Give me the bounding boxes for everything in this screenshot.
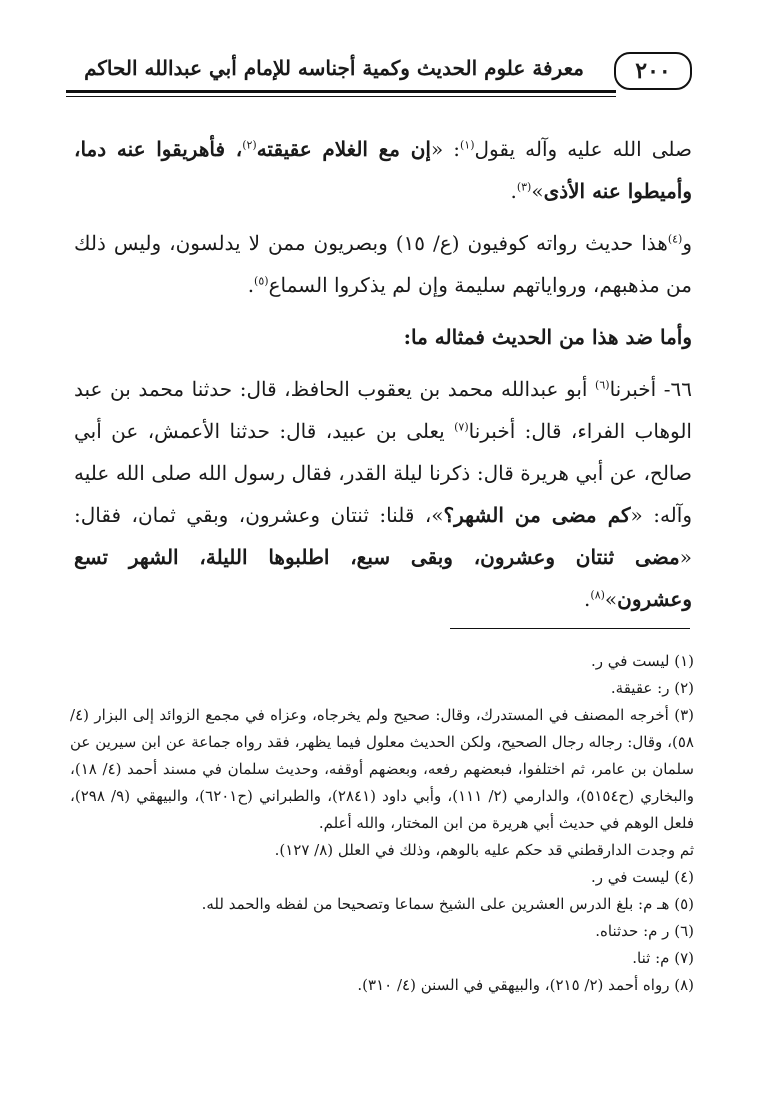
footnote-text: هـ م: بلغ الدرس العشرين على الشيخ سماعا وتصحيحا من لفظه والحمد لله. [201,895,670,913]
footnote-text: م: ثنا. [632,949,670,967]
text-run: أبو عبدالله محمد بن يعقوب الحافظ، قال: حدثنا محمد بن عبد الوهاب الفراء، قال: أخبرنا [74,377,692,443]
footnote-ref: (٧) [454,420,469,434]
text-run: صلى الله عليه وآله يقول [474,137,692,161]
text-run: . [510,179,517,203]
main-text [74,128,692,620]
footnote-ref: (٤) [667,232,683,246]
section-heading: وأما ضد هذا من الحديث فمثاله ما: [403,325,692,349]
footnote-number: (٦) [674,922,694,940]
footnote-number: (٢) [674,679,694,697]
footnote-ref: (١) [460,138,475,152]
footnote-text: ليست في ر. [591,868,670,886]
header-rule-thin [66,96,616,97]
footnote-ref: (٥) [254,274,269,288]
hadith-text-bold: مضى ثنتان وعشرون، وبقى سبع، اطلبوها الليلة، الشهر تسع وعشرون [74,545,692,611]
footnote-ref: (٨) [590,588,605,602]
footnote-5 [70,891,694,918]
paragraph-hadith-aqiqa [74,128,692,212]
footnote-number: (٣) [674,706,694,724]
footnote-3 [70,702,694,837]
footnote-6 [70,918,694,945]
footnote-number: (١) [674,652,694,670]
footnote-number: (٨) [674,976,694,994]
paragraph-hadith-66 [74,368,692,620]
text-run: هذا حديث رواته كوفيون (ع/ ١٥) وبصريون ممن لا يدلسون، وليس ذلك من مذهبهم، ورواياتهم سليمة وإن لم يذكروا السماع [74,231,692,297]
footnote-number: (٧) [674,949,694,967]
footnote-separator [450,628,690,629]
hadith-text-bold: إن مع الغلام عقيقته [256,137,431,161]
text-run: . [247,273,255,297]
footnote-number: (٤) [674,868,694,886]
footnotes [70,648,694,999]
page-number-badge [614,52,692,90]
footnote-8 [70,972,694,999]
paragraph-commentary [74,222,692,306]
text-run: » [531,179,544,203]
footnote-text: رواه أحمد (٢/ ٢١٥)، والبيهقي في السنن (٤/ ٣١٠). [357,976,670,994]
footnote-4 [70,864,694,891]
footnote-text: ليست في ر. [591,652,670,670]
footnote-ref: (٣) [516,180,532,194]
hadith-text-bold: كم مضى من الشهر؟ [443,503,631,527]
text-run: و [682,231,692,255]
footnote-text: ر: عقيقة. [610,679,670,697]
text-run: »، قلنا: ثنتان وعشرون، وبقي ثمان، فقال: « [74,503,692,569]
footnote-ref: (٢) [242,138,257,152]
footnote-ref: (٦) [595,378,610,392]
text-run: . [584,587,591,611]
header-rule-thick [66,90,616,93]
running-title: معرفة علوم الحديث وكمية أجناسه للإمام أبي عبدالله الحاكم [84,56,584,80]
footnote-number: (٥) [674,895,694,913]
footnote-text: ر م: حدثناه. [595,922,670,940]
page-header [66,52,692,102]
hadith-text-bold: ، فأهريقوا عنه دما، وأميطوا عنه الأذى [74,137,692,203]
footnote-3-continued: ثم وجدت الدارقطني قد حكم عليه بالوهم، وذلك في العلل (٨/ ١٢٧). [274,841,694,859]
text-run: » [604,587,618,611]
footnote-text: أخرجه المصنف في المستدرك، وقال: صحيح ولم يخرجاه، وعزاه في مجمع الزوائد إلى البزار (٤/ ٥٨)، وقال: رجاله رجال الصحيح، ولكن الحديث معلول فيما يظهر، فقد رواه جماعة عن ابن سيرين عن سلمان بن عامر، ثم اختلفوا، فبعضهم رفعه، وبعضهم أوقفه، وحديث سلمان في مسند أحمد (٤/ ١٨)، والبخاري (ح٥١٥٤)، والدارمي (٢/ ١١١)، وأبي داود (٢٨٤١)، والطبراني (ح٦٢٠١)، والبيهقي (٩/ ٢٩٨)، فلعل الوهم في حديث أبي هريرة من ابن المختار، والله أعلم. [70,706,694,832]
text-run: يعلى بن عبيد، قال: حدثنا الأعمش، عن أبي صالح، عن أبي هريرة قال: ذكرنا ليلة القدر، فقال رسول الله صلى الله عليه وآله: « [74,419,692,527]
text-run: : « [430,137,460,161]
footnote-2 [70,675,694,702]
footnote-7 [70,945,694,972]
text-run: ٦٦- أخبرنا [609,377,693,401]
footnote-1 [70,648,694,675]
page-number: ٢٠٠ [635,58,671,84]
